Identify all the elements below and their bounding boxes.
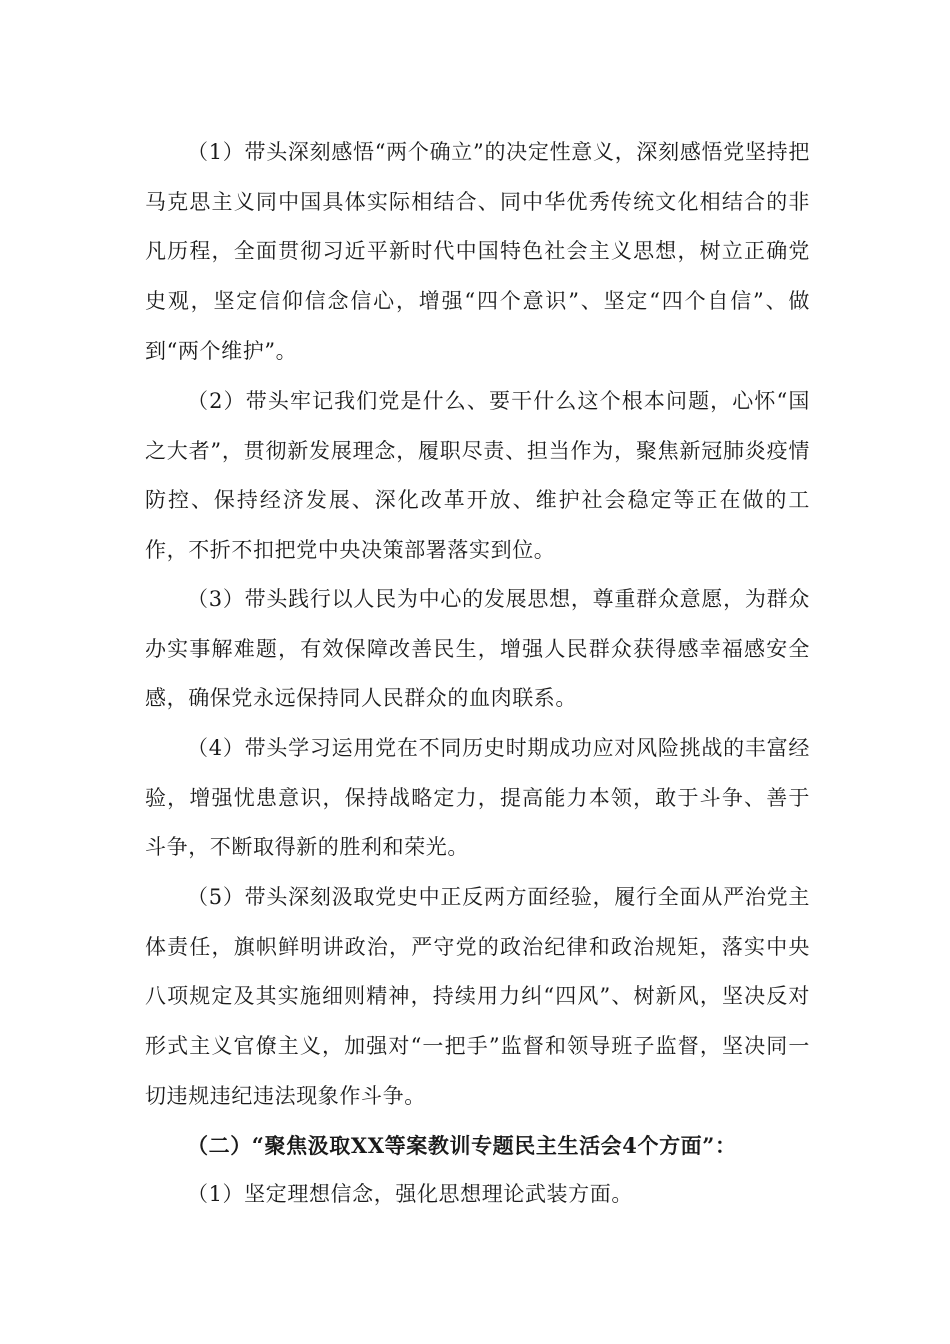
paragraph-3: （3）带头践行以人民为中心的发展思想，尊重群众意愿，为群众办实事解难题，有效保障改善民生，增强人民群众获得感幸福感安全感，确保党永远保持同人民群众的血肉联系。: [145, 587, 810, 711]
section-heading: （二）“聚焦汲取XX等案教训专题民主生活会4个方面”：: [187, 1133, 737, 1158]
paragraph-2: （2）带头牢记我们党是什么、要干什么这个根本问题，心怀“国之大者”，贯彻新发展理念，履职尽责、担当作为，聚焦新冠肺炎疫情防控、保持经济发展、深化改革开放、维护社会稳定等正在做的工作，不折不扣把党中央决策部署落实到位。: [145, 389, 810, 563]
paragraph-last: （1）坚定理想信念，强化思想理论武装方面。: [187, 1182, 633, 1206]
paragraph-5: （5）带头深刻汲取党史中正反两方面经验，履行全面从严治党主体责任，旗帜鲜明讲政治，严守党的政治纪律和政治规矩，落实中央八项规定及其实施细则精神，持续用力纠“四风”、树新风，坚决反对形式主义官僚主义，加强对“一把手”监督和领导班子监督，坚决同一切违规违纪违法现象作斗争。: [145, 885, 810, 1108]
paragraph-4: （4）带头学习运用党在不同历史时期成功应对风险挑战的丰富经验，增强忧患意识，保持战略定力，提高能力本领，敢于斗争、善于斗争，不断取得新的胜利和荣光。: [145, 736, 810, 860]
paragraph-1: （1）带头深刻感悟“两个确立”的决定性意义，深刻感悟党坚持把马克思主义同中国具体实际相结合、同中华优秀传统文化相结合的非凡历程，全面贯彻习近平新时代中国特色社会主义思想，树立正确党史观，坚定信仰信念信心，增强“四个意识”、坚定“四个自信”、做到“两个维护”。: [145, 140, 810, 363]
